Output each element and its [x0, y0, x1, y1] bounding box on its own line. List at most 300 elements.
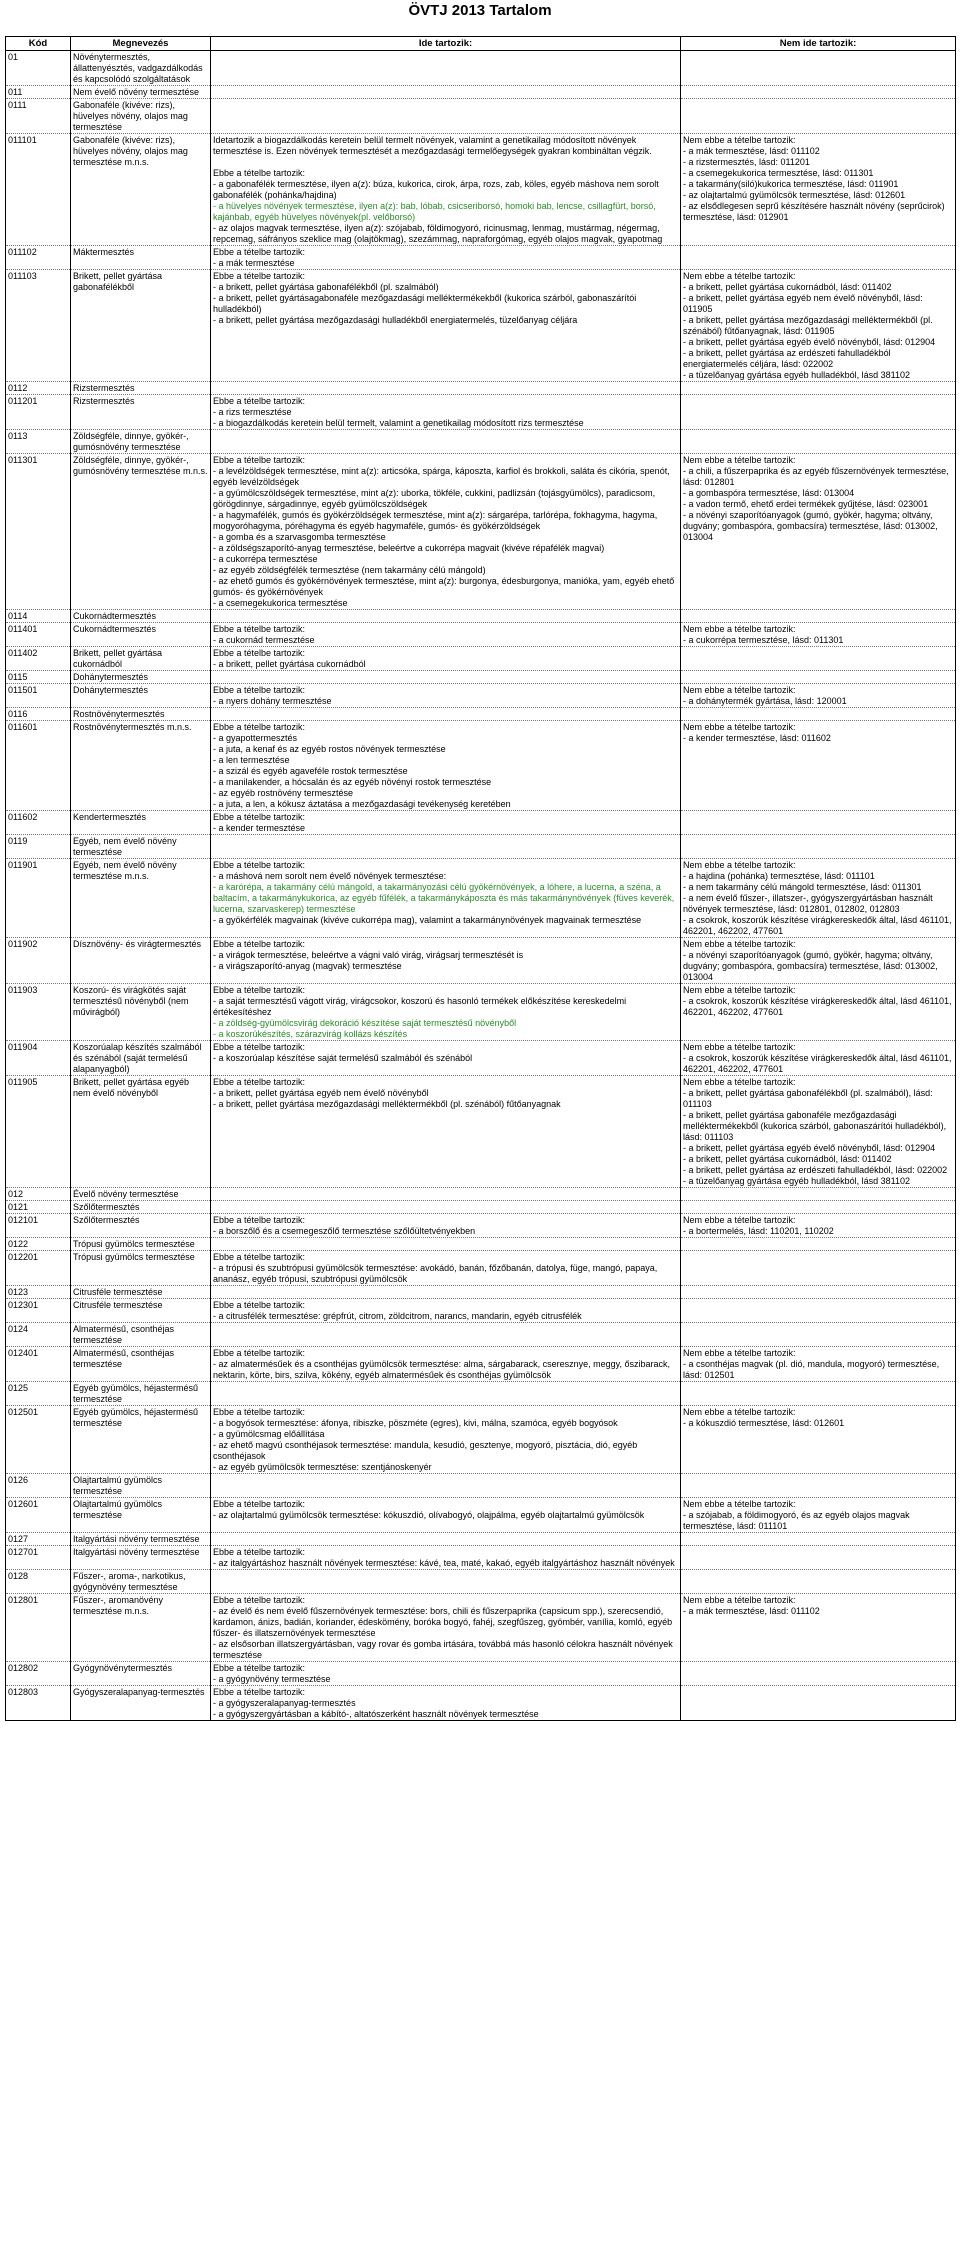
table-row	[6, 86, 956, 99]
text-line: Idetartozik a biogazdálkodás keretein belül termelt növények, valamint a genetikailag módosított növények termesztése is. Ezen növények termesztését a mezőgazdasági termelőegységek gyakran kombináltan végzik.	[213, 135, 652, 156]
name-cell: Szőlőtermesztés	[71, 1201, 211, 1214]
excluded-cell	[681, 1286, 956, 1299]
excluded-cell	[681, 270, 956, 382]
included-cell	[211, 1570, 681, 1594]
text-line: Ebbe a tételbe tartozik:	[213, 1042, 306, 1052]
text-line: - a bortermelés, lásd: 110201, 110202	[683, 1226, 834, 1236]
text-line: - a citrusfélék termesztése: grépfrút, citrom, zöldcitrom, narancs, mandarin, egyéb citrusfélék	[213, 1311, 582, 1321]
included-cell	[211, 99, 681, 134]
code-cell: 011601	[6, 721, 71, 811]
name-cell: Gabonaféle (kivéve: rizs), hüvelyes növény, olajos mag termesztése	[71, 99, 211, 134]
table-row	[6, 1286, 956, 1299]
text-line: - a csemegekukorica termesztése, lásd: 011301	[683, 168, 874, 178]
name-cell: Gabonaféle (kivéve: rizs), hüvelyes növény, olajos mag termesztése m.n.s.	[71, 134, 211, 246]
name-cell: Olajtartalmú gyümölcs termesztése	[71, 1474, 211, 1498]
text-line: - az ehető magvú csonthéjasok termesztése: mandula, kesudió, gesztenye, mogyoró, pisztácia, dió, egyéb csonthéjasok	[213, 1440, 638, 1461]
included-cell	[211, 684, 681, 708]
text-line: - a trópusi és szubtrópusi gyümölcsök termesztése: avokádó, banán, főzőbanán, datolya, füge, mangó, papaya, ananász, egyéb trópusi, szubtrópusi gyümölcsök	[213, 1263, 658, 1284]
text-line: - a len termesztése	[213, 755, 290, 765]
text-line: Nem ebbe a tételbe tartozik:	[683, 985, 796, 995]
name-cell: Fűszer-, aromanövény termesztése m.n.s.	[71, 1594, 211, 1662]
code-cell: 012	[6, 1188, 71, 1201]
included-cell	[211, 382, 681, 395]
name-cell: Gyógynövénytermesztés	[71, 1662, 211, 1686]
name-cell: Citrusféle termesztése	[71, 1299, 211, 1323]
text-line: - a bogyósok termesztése: áfonya, ribiszke, pöszméte (egres), kivi, málna, szamóca, egyéb bogyósok	[213, 1418, 618, 1428]
text-line: - a hüvelyes növények termesztése, ilyen a(z): bab, lóbab, csicseriborsó, homoki bab, lencse, csillagfürt, borsó, kajánbab, egyéb hüvelyes növények(pl. velőborsó)	[213, 201, 656, 222]
text-line: Nem ebbe a tételbe tartozik:	[683, 685, 796, 695]
name-cell: Koszorúalap készítés szalmából és szénából (saját termelésű alapanyagból)	[71, 1041, 211, 1076]
code-cell: 011901	[6, 859, 71, 938]
name-cell: Rostnövénytermesztés	[71, 708, 211, 721]
table-row	[6, 1533, 956, 1546]
name-cell: Cukornádtermesztés	[71, 610, 211, 623]
included-cell	[211, 1474, 681, 1498]
text-line: - a tüzelőanyag gyártása egyéb hulladékból, lásd 381102	[683, 1176, 910, 1186]
included-cell	[211, 1686, 681, 1721]
text-line: - az olajos magvak termesztése, ilyen a(z): szójabab, földimogyoró, ricinusmag, lenmag, mustármag, négermag, repcemag, sáfrányos szeklice mag (olajtökmag), szezámmag, napraforgómag, egyéb olajos magvak, gyapotmag	[213, 223, 663, 244]
text-line: Ebbe a tételbe tartozik:	[213, 1215, 306, 1225]
text-line: Nem ebbe a tételbe tartozik:	[683, 1407, 796, 1417]
text-line: - a saját termesztésű vágott virág, virágcsokor, koszorú és hasonló termékek előkészítése kereskedelmi értékesítéshez	[213, 996, 627, 1017]
text-line: - az egyéb zöldségfélék termesztése (nem takarmány célú mángold)	[213, 565, 486, 575]
header-excluded: Nem ide tartozik:	[681, 37, 956, 51]
text-line: Ebbe a tételbe tartozik:	[213, 455, 306, 465]
included-cell	[211, 610, 681, 623]
text-line: Nem ebbe a tételbe tartozik:	[683, 1042, 796, 1052]
excluded-cell	[681, 859, 956, 938]
text-line: Ebbe a tételbe tartozik:	[213, 1595, 306, 1605]
code-cell: 0121	[6, 1201, 71, 1214]
text-line: - a borszőlő és a csemegeszőlő termesztése szőlőültetvényekben	[213, 1226, 476, 1236]
included-cell	[211, 1347, 681, 1382]
excluded-cell	[681, 86, 956, 99]
header-name: Megnevezés	[71, 37, 211, 51]
code-cell: 011301	[6, 454, 71, 610]
text-line: - a brikett, pellet gyártása cukornádból, lásd: 011402	[683, 282, 892, 292]
table-row	[6, 1594, 956, 1662]
code-cell: 0119	[6, 835, 71, 859]
text-line: Nem ebbe a tételbe tartozik:	[683, 624, 796, 634]
table-row	[6, 1474, 956, 1498]
text-line: - az egyéb gyümölcsök termesztése: szentjánoskenyér	[213, 1462, 432, 1472]
text-line: - a csokrok, koszorúk készítése virágkereskedők által, lásd 461101, 462201, 462202, 477601	[683, 996, 952, 1017]
text-line: - a rizstermesztés, lásd: 011201	[683, 157, 810, 167]
excluded-cell	[681, 610, 956, 623]
text-line: - a gyapottermesztés	[213, 733, 298, 743]
table-row	[6, 1662, 956, 1686]
code-cell: 011904	[6, 1041, 71, 1076]
name-cell: Trópusi gyümölcs termesztése	[71, 1238, 211, 1251]
text-line: - a gyümölcsmag előállítása	[213, 1429, 325, 1439]
text-line: Nem ebbe a tételbe tartozik:	[683, 271, 796, 281]
table-row	[6, 51, 956, 86]
excluded-cell	[681, 835, 956, 859]
text-line: - a brikett, pellet gyártása gabonafélékből (pl. szalmából)	[213, 282, 439, 292]
text-line: - a mák termesztése	[213, 258, 295, 268]
text-line: - a nyers dohány termesztése	[213, 696, 332, 706]
code-cell: 0112	[6, 382, 71, 395]
included-cell	[211, 270, 681, 382]
text-line: - a brikett, pellet gyártása egyéb évelő növényből, lásd: 012904	[683, 1143, 936, 1153]
code-cell: 0122	[6, 1238, 71, 1251]
excluded-cell	[681, 984, 956, 1041]
text-line: - a brikett, pellet gyártása egyéb nem évelő növényből	[213, 1088, 429, 1098]
code-cell: 0115	[6, 671, 71, 684]
text-line: Ebbe a tételbe tartozik:	[213, 1687, 306, 1697]
name-cell: Cukornádtermesztés	[71, 623, 211, 647]
text-line: Ebbe a tételbe tartozik:	[213, 985, 306, 995]
text-line: - a nem takarmány célú mángold termesztése, lásd: 011301	[683, 882, 922, 892]
text-line: - a juta, a len, a kókusz áztatása a mezőgazdasági tevékenység keretében	[213, 799, 511, 809]
excluded-cell	[681, 1570, 956, 1594]
text-line: - a brikett, pellet gyártása cukornádból, lásd: 011402	[683, 1154, 892, 1164]
text-line: - az évelő és nem évelő fűszernövények termesztése: bors, chili és fűszerpaprika (capsicum spp.), szerecsendió, kardamon, ánizs, badián, koriander, édeskömény, boróka bogyó, fahéj, szegfűszeg, gyömbér, vanília, komló, egyéb fűszer- és illatszernövények termesztése	[213, 1606, 673, 1638]
text-line: Ebbe a tételbe tartozik:	[213, 648, 306, 658]
name-cell: Egyéb, nem évelő növény termesztése	[71, 835, 211, 859]
name-cell: Rizstermesztés	[71, 395, 211, 430]
text-line: - a hajdina (pohánka) termesztése, lásd: 011101	[683, 871, 875, 881]
excluded-cell	[681, 623, 956, 647]
table-header-row	[6, 37, 956, 51]
text-line: Nem ebbe a tételbe tartozik:	[683, 455, 796, 465]
code-cell: 0116	[6, 708, 71, 721]
included-cell	[211, 1533, 681, 1546]
text-line: - a kender termesztése, lásd: 011602	[683, 733, 831, 743]
table-row	[6, 1041, 956, 1076]
included-cell	[211, 51, 681, 86]
text-line: Ebbe a tételbe tartozik:	[213, 396, 306, 406]
text-line: - a cukornád termesztése	[213, 635, 315, 645]
text-line: Ebbe a tételbe tartozik:	[213, 860, 306, 870]
name-cell: Brikett, pellet gyártása gabonafélékből	[71, 270, 211, 382]
text-line: - a levélzöldségek termesztése, mint a(z): articsóka, spárga, káposzta, karfiol és brokkoli, saláta és cikória, spenót, egyéb levélzöldségek	[213, 466, 670, 487]
name-cell: Gyógyszeralapanyag-termesztés	[71, 1686, 211, 1721]
excluded-cell	[681, 938, 956, 984]
included-cell	[211, 246, 681, 270]
excluded-cell	[681, 811, 956, 835]
table-row	[6, 1188, 956, 1201]
text-line: Ebbe a tételbe tartozik:	[213, 168, 306, 178]
name-cell: Fűszer-, aroma-, narkotikus, gyógynövény termesztése	[71, 1570, 211, 1594]
table-row	[6, 835, 956, 859]
text-line: - a mák termesztése, lásd: 011102	[683, 1606, 820, 1616]
text-line: - a cukorrépa termesztése, lásd: 011301	[683, 635, 844, 645]
excluded-cell	[681, 454, 956, 610]
text-line: Nem ebbe a tételbe tartozik:	[683, 1595, 796, 1605]
text-line	[213, 157, 678, 168]
table-row	[6, 1323, 956, 1347]
included-cell	[211, 647, 681, 671]
text-line: - a brikett, pellet gyártása mezőgazdasági hulladékből energiatermelés, tüzelőanyag céljára	[213, 315, 578, 325]
excluded-cell	[681, 1533, 956, 1546]
code-cell: 0127	[6, 1533, 71, 1546]
included-cell	[211, 1214, 681, 1238]
table-body	[6, 51, 956, 1721]
text-line: Ebbe a tételbe tartozik:	[213, 1300, 306, 1310]
text-line: - a kender termesztése	[213, 823, 306, 833]
text-line: - az ehető gumós és gyökérnövények termesztése, mint a(z): burgonya, édesburgonya, manióka, yam, egyéb ehető gumós- és gyökérnövények	[213, 576, 675, 597]
excluded-cell	[681, 684, 956, 708]
text-line: - a gyógyszeralapanyag-termesztés	[213, 1698, 356, 1708]
table-row	[6, 454, 956, 610]
included-cell	[211, 1546, 681, 1570]
text-line: Ebbe a tételbe tartozik:	[213, 939, 306, 949]
name-cell: Trópusi gyümölcs termesztése	[71, 1251, 211, 1286]
included-cell	[211, 134, 681, 246]
included-cell	[211, 454, 681, 610]
text-line: - a máshová nem sorolt nem évelő növények termesztése:	[213, 871, 447, 881]
included-cell	[211, 938, 681, 984]
text-line: Nem ebbe a tételbe tartozik:	[683, 135, 796, 145]
table-row	[6, 430, 956, 454]
name-cell: Italgyártási növény termesztése	[71, 1546, 211, 1570]
text-line: Nem ebbe a tételbe tartozik:	[683, 1215, 796, 1225]
included-cell	[211, 1323, 681, 1347]
text-line: - az almatermésűek és a csonthéjas gyümölcsök termesztése: alma, sárgabarack, cseresznye, meggy, őszibarack, nektarin, körte, birs, szilva, kökény, egyéb almatermésűek és csonthéjas gyümölcsök	[213, 1359, 671, 1380]
code-cell: 0125	[6, 1382, 71, 1406]
text-line: Ebbe a tételbe tartozik:	[213, 1547, 306, 1557]
excluded-cell	[681, 382, 956, 395]
included-cell	[211, 1286, 681, 1299]
included-cell	[211, 984, 681, 1041]
included-cell	[211, 811, 681, 835]
code-cell: 012201	[6, 1251, 71, 1286]
text-line: Ebbe a tételbe tartozik:	[213, 247, 306, 257]
name-cell: Dísznövény- és virágtermesztés	[71, 938, 211, 984]
excluded-cell	[681, 1076, 956, 1188]
code-cell: 012601	[6, 1498, 71, 1533]
excluded-cell	[681, 430, 956, 454]
table-row	[6, 859, 956, 938]
text-line: - a brikett, pellet gyártása az erdészeti fahulladékból energiatermelés céljára, lásd: 022002	[683, 348, 891, 369]
table-row	[6, 1498, 956, 1533]
name-cell: Italgyártási növény termesztése	[71, 1533, 211, 1546]
excluded-cell	[681, 1323, 956, 1347]
table-row	[6, 1299, 956, 1323]
text-line: - a brikett, pellet gyártása az erdészeti fahulladékból, lásd: 022002	[683, 1165, 948, 1175]
code-cell: 012801	[6, 1594, 71, 1662]
table-row	[6, 647, 956, 671]
included-cell	[211, 721, 681, 811]
excluded-cell	[681, 1041, 956, 1076]
text-line: - a brikett, pellet gyártása egyéb nem évelő növényből, lásd: 011905	[683, 293, 923, 314]
text-line: Ebbe a tételbe tartozik:	[213, 685, 306, 695]
name-cell: Brikett, pellet gyártása cukornádból	[71, 647, 211, 671]
name-cell: Szőlőtermesztés	[71, 1214, 211, 1238]
name-cell: Almatermésű, csonthéjas termesztése	[71, 1347, 211, 1382]
table-row	[6, 270, 956, 382]
code-cell: 011101	[6, 134, 71, 246]
header-code: Kód	[6, 37, 71, 51]
text-line: - az elsődlegesen seprű készítésére használt növény (seprűcirok) termesztése, lásd: 012901	[683, 201, 945, 222]
text-line: - a zöldségszaporító-anyag termesztése, beleértve a cukorrépa magvait (kivéve répafélék magvai)	[213, 543, 605, 553]
name-cell: Dohánytermesztés	[71, 671, 211, 684]
text-line: - a gomba és a szarvasgomba termesztése	[213, 532, 386, 542]
text-line: Ebbe a tételbe tartozik:	[213, 1407, 306, 1417]
text-line: - az olajtartalmú gyümölcsök termesztése, lásd: 012601	[683, 190, 906, 200]
text-line: Nem ebbe a tételbe tartozik:	[683, 860, 796, 870]
excluded-cell	[681, 246, 956, 270]
code-cell: 011902	[6, 938, 71, 984]
table-row	[6, 99, 956, 134]
excluded-cell	[681, 1347, 956, 1382]
text-line: Nem ebbe a tételbe tartozik:	[683, 1499, 796, 1509]
included-cell	[211, 835, 681, 859]
excluded-cell	[681, 1474, 956, 1498]
name-cell: Zöldségféle, dinnye, gyökér-, gumósnövény termesztése	[71, 430, 211, 454]
text-line: - a rizs termesztése	[213, 407, 292, 417]
text-line: - a tüzelőanyag gyártása egyéb hulladékból, lásd 381102	[683, 370, 910, 380]
table-row	[6, 1214, 956, 1238]
table-row	[6, 811, 956, 835]
code-cell: 011402	[6, 647, 71, 671]
code-cell: 011103	[6, 270, 71, 382]
table-row	[6, 1251, 956, 1286]
table-row	[6, 1382, 956, 1406]
text-line: - a brikett, pellet gyártása egyéb évelő növényből, lásd: 012904	[683, 337, 936, 347]
code-cell: 011	[6, 86, 71, 99]
included-cell	[211, 1662, 681, 1686]
header-included: Ide tartozik:	[211, 37, 681, 51]
text-line: - a zöldség-gyümölcsvirág dekoráció készítése saját termesztésű növényből	[213, 1018, 517, 1028]
text-line: - a virágszaporító-anyag (magvak) termesztése	[213, 961, 402, 971]
text-line: - az olajtartalmú gyümölcsök termesztése: kókuszdió, olívabogyó, olajpálma, egyéb olajtartalmú gyümölcsök	[213, 1510, 645, 1520]
text-line: - a vadon termő, ehető erdei termékek gyűjtése, lásd: 023001	[683, 499, 929, 509]
table-row	[6, 610, 956, 623]
code-cell: 011905	[6, 1076, 71, 1188]
name-cell: Olajtartalmú gyümölcs termesztése	[71, 1498, 211, 1533]
included-cell	[211, 1251, 681, 1286]
text-line: - a brikett, pellet gyártása gabonafélékből (pl. szalmából), lásd: 011103	[683, 1088, 933, 1109]
text-line: - a gyümölcszöldségek termesztése, mint a(z): uborka, tökféle, cukkini, padlizsán (tojásgyümölcs), paradicsom, görögdinnye, sárgadinnye, egyéb gyümölcszöldségek	[213, 488, 656, 509]
included-cell	[211, 1188, 681, 1201]
text-line: - a gombaspóra termesztése, lásd: 013004	[683, 488, 855, 498]
excluded-cell	[681, 1188, 956, 1201]
excluded-cell	[681, 1299, 956, 1323]
table-row	[6, 684, 956, 708]
excluded-cell	[681, 51, 956, 86]
table-row	[6, 938, 956, 984]
code-cell: 0113	[6, 430, 71, 454]
name-cell: Kendertermesztés	[71, 811, 211, 835]
excluded-cell	[681, 1382, 956, 1406]
code-cell: 011602	[6, 811, 71, 835]
table-row	[6, 1238, 956, 1251]
text-line: - a brikett, pellet gyártásagabonaféle mezőgazdasági melléktermékekből (kukorica szárból, gabonaszárítói hulladékból)	[213, 293, 637, 314]
code-cell: 0111	[6, 99, 71, 134]
table-row	[6, 708, 956, 721]
excluded-cell	[681, 99, 956, 134]
table-row	[6, 721, 956, 811]
included-cell	[211, 86, 681, 99]
excluded-cell	[681, 721, 956, 811]
table-row	[6, 1076, 956, 1188]
code-cell: 012802	[6, 1662, 71, 1686]
text-line: - a csokrok, koszorúk készítése virágkereskedők által, lásd 461101, 462201, 462202, 477601	[683, 915, 952, 936]
text-line: - a biogazdálkodás keretein belül termelt, valamint a genetikailag módosított rizs termesztése	[213, 418, 584, 428]
text-line: - a brikett, pellet gyártása mezőgazdasági melléktermékből (pl. szénából) fűtőanyagnak	[213, 1099, 561, 1109]
name-cell: Egyéb, nem évelő növény termesztése m.n.s.	[71, 859, 211, 938]
included-cell	[211, 1076, 681, 1188]
name-cell: Rostnövénytermesztés m.n.s.	[71, 721, 211, 811]
text-line: - a szizál és egyéb agaveféle rostok termesztése	[213, 766, 408, 776]
text-line: - a virágok termesztése, beleértve a vágni való virág, virágsarj termesztését is	[213, 950, 524, 960]
name-cell: Citrusféle termesztése	[71, 1286, 211, 1299]
text-line: - a csokrok, koszorúk készítése virágkereskedők által, lásd 461101, 462201, 462202, 477601	[683, 1053, 952, 1074]
excluded-cell	[681, 1251, 956, 1286]
table-row	[6, 623, 956, 647]
code-cell: 011401	[6, 623, 71, 647]
code-cell: 0124	[6, 1323, 71, 1347]
text-line: - a dohánytermék gyártása, lásd: 120001	[683, 696, 847, 706]
excluded-cell	[681, 708, 956, 721]
text-line: - a szójabab, a földimogyoró, és az egyéb olajos magvak termesztése, lásd: 011101	[683, 1510, 910, 1531]
text-line: Ebbe a tételbe tartozik:	[213, 624, 306, 634]
text-line: - a kókuszdió termesztése, lásd: 012601	[683, 1418, 845, 1428]
text-line: Ebbe a tételbe tartozik:	[213, 271, 306, 281]
text-line: - a cukorrépa termesztése	[213, 554, 318, 564]
excluded-cell	[681, 395, 956, 430]
classification-table	[5, 36, 956, 1721]
excluded-cell	[681, 1214, 956, 1238]
name-cell: Rizstermesztés	[71, 382, 211, 395]
text-line: - a brikett, pellet gyártása gabonaféle mezőgazdasági melléktermékekből (kukorica szárból, gabonaszárítói hulladékból), lásd: 011103	[683, 1110, 947, 1142]
document-title: ÖVTJ 2013 Tartalom	[408, 2, 552, 19]
included-cell	[211, 1238, 681, 1251]
text-line: Ebbe a tételbe tartozik:	[213, 1077, 306, 1087]
name-cell: Növénytermesztés, állattenyésztés, vadgazdálkodás és kapcsolódó szolgáltatások	[71, 51, 211, 86]
text-line: - a csonthéjas magvak (pl. dió, mandula, mogyoró) termesztése, lásd: 012501	[683, 1359, 940, 1380]
text-line: - a gyógynövény termesztése	[213, 1674, 331, 1684]
code-cell: 011201	[6, 395, 71, 430]
excluded-cell	[681, 1498, 956, 1533]
excluded-cell	[681, 671, 956, 684]
text-line: - a gabonafélék termesztése, ilyen a(z): búza, kukorica, cirok, árpa, rozs, zab, köles, egyéb máshova nem sorolt gabonafélék (pohánka/hajdina)	[213, 179, 659, 200]
table-row	[6, 1546, 956, 1570]
excluded-cell	[681, 1662, 956, 1686]
text-line: - a manilakender, a hócsalán és az egyéb növényi rostok termesztése	[213, 777, 492, 787]
table-row	[6, 246, 956, 270]
code-cell: 012803	[6, 1686, 71, 1721]
name-cell: Brikett, pellet gyártása egyéb nem évelő növényből	[71, 1076, 211, 1188]
table-row	[6, 1570, 956, 1594]
included-cell	[211, 623, 681, 647]
table-row	[6, 1201, 956, 1214]
name-cell: Koszorú- és virágkötés saját termesztésű növényből (nem művirágból)	[71, 984, 211, 1041]
included-cell	[211, 859, 681, 938]
included-cell	[211, 671, 681, 684]
text-line: - a koszorúalap készítése saját termelésű szalmából és szénából	[213, 1053, 473, 1063]
text-line: Ebbe a tételbe tartozik:	[213, 1663, 306, 1673]
code-cell: 012501	[6, 1406, 71, 1474]
code-cell: 0114	[6, 610, 71, 623]
code-cell: 012701	[6, 1546, 71, 1570]
excluded-cell	[681, 134, 956, 246]
text-line: - a növényi szaporítóanyagok (gumó, gyökér, hagyma; oltvány, dugvány; gombaspóra, gombacsíra) termesztése, lásd: 013002, 013004	[683, 950, 938, 982]
table-row	[6, 1406, 956, 1474]
excluded-cell	[681, 1686, 956, 1721]
excluded-cell	[681, 1238, 956, 1251]
included-cell	[211, 395, 681, 430]
code-cell: 0126	[6, 1474, 71, 1498]
code-cell: 012401	[6, 1347, 71, 1382]
excluded-cell	[681, 647, 956, 671]
excluded-cell	[681, 1594, 956, 1662]
text-line: Ebbe a tételbe tartozik:	[213, 1252, 306, 1262]
text-line: - az italgyártáshoz használt növények termesztése: kávé, tea, maté, kakaó, egyéb italgyártáshoz használt növények	[213, 1558, 675, 1568]
text-line: - a juta, a kenaf és az egyéb rostos növények termesztése	[213, 744, 446, 754]
